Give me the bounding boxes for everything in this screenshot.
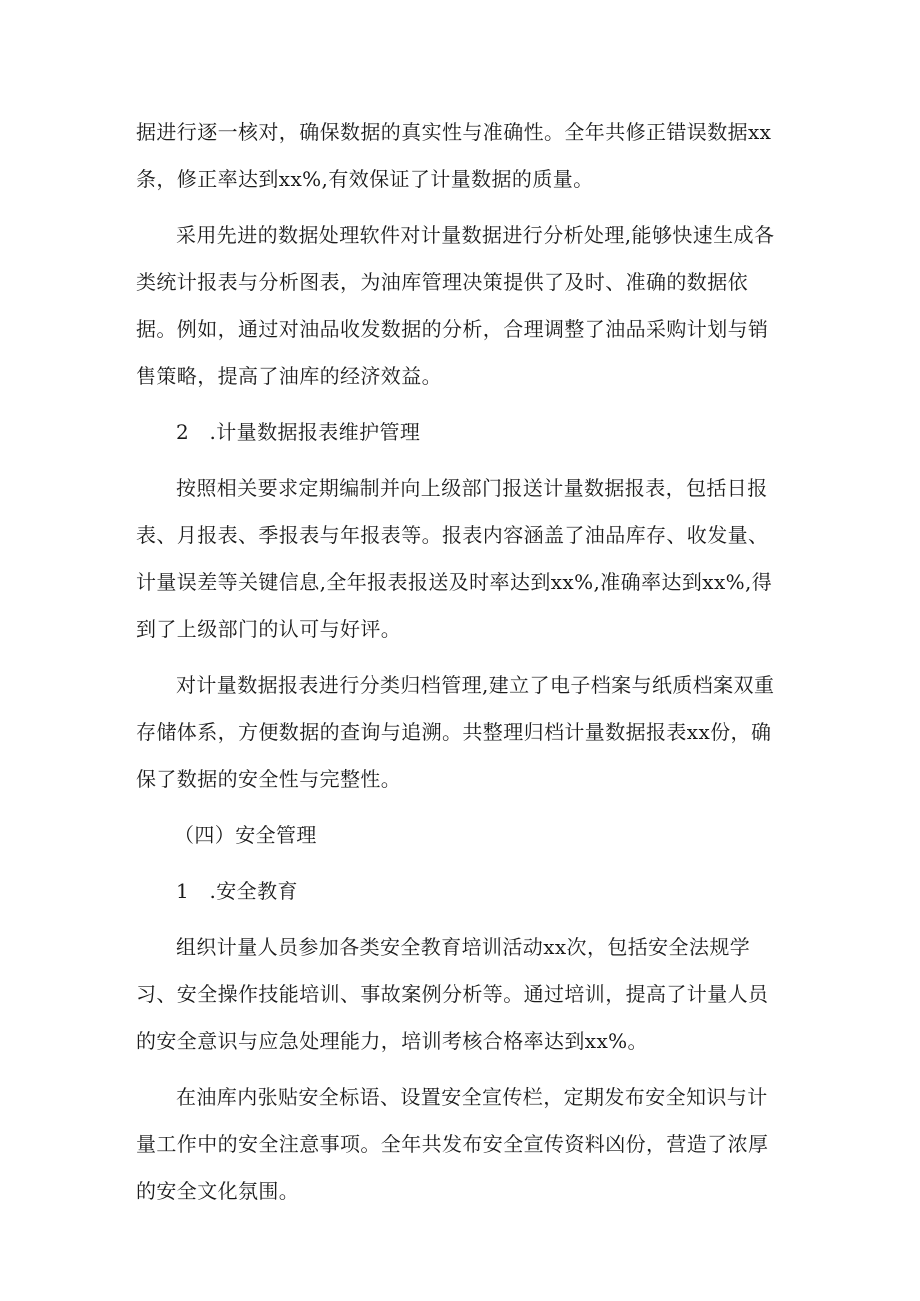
- section-heading-report-management: 2 .计量数据报表维护管理: [176, 420, 421, 444]
- document-body: [136, 109, 786, 1215]
- section-heading-safety-management: （四）安全管理: [174, 823, 317, 847]
- paragraph-safety-training: 组织计量人员参加各类安全教育培训活动xx次，包括安全法规学习、安全操作技能培训、事故案例分析等。通过培训，提高了计量人员的安全意识与应急处理能力，培训考核合格率达到xx%。: [136, 935, 769, 1053]
- paragraph-report-archiving: 对计量数据报表进行分类归档管理,建立了电子档案与纸质档案双重存储体系，方便数据的查询与追溯。共整理归档计量数据报表xx份，确保了数据的安全性与完整性。: [136, 673, 775, 791]
- paragraph-data-processing: 采用先进的数据处理软件对计量数据进行分析处理,能够快速生成各类统计报表与分析图表，为油库管理决策提供了及时、准确的数据依据。例如，通过对油品收发数据的分析，合理调整了油品采购计划与销售策略，提高了油库的经济效益。: [136, 223, 775, 388]
- paragraph-data-verification: 据进行逐一核对，确保数据的真实性与准确性。全年共修正错误数据xx条，修正率达到xx%,有效保证了计量数据的质量。: [136, 120, 772, 191]
- paragraph-safety-publicity: 在油库内张贴安全标语、设置安全宣传栏，定期发布安全知识与计量工作中的安全注意事项。全年共发布安全宣传资料凶份，营造了浓厚的安全文化氛围。: [136, 1085, 769, 1203]
- section-heading-safety-education: 1 .安全教育: [176, 879, 298, 903]
- paragraph-report-submission: 按照相关要求定期编制并向上级部门报送计量数据报表，包括日报表、月报表、季报表与年报表等。报表内容涵盖了油品库存、收发量、计量误差等关键信息,全年报表报送及时率达到xx%,准确率达到xx%,得到了上级部门的认可与好评。: [136, 476, 773, 641]
